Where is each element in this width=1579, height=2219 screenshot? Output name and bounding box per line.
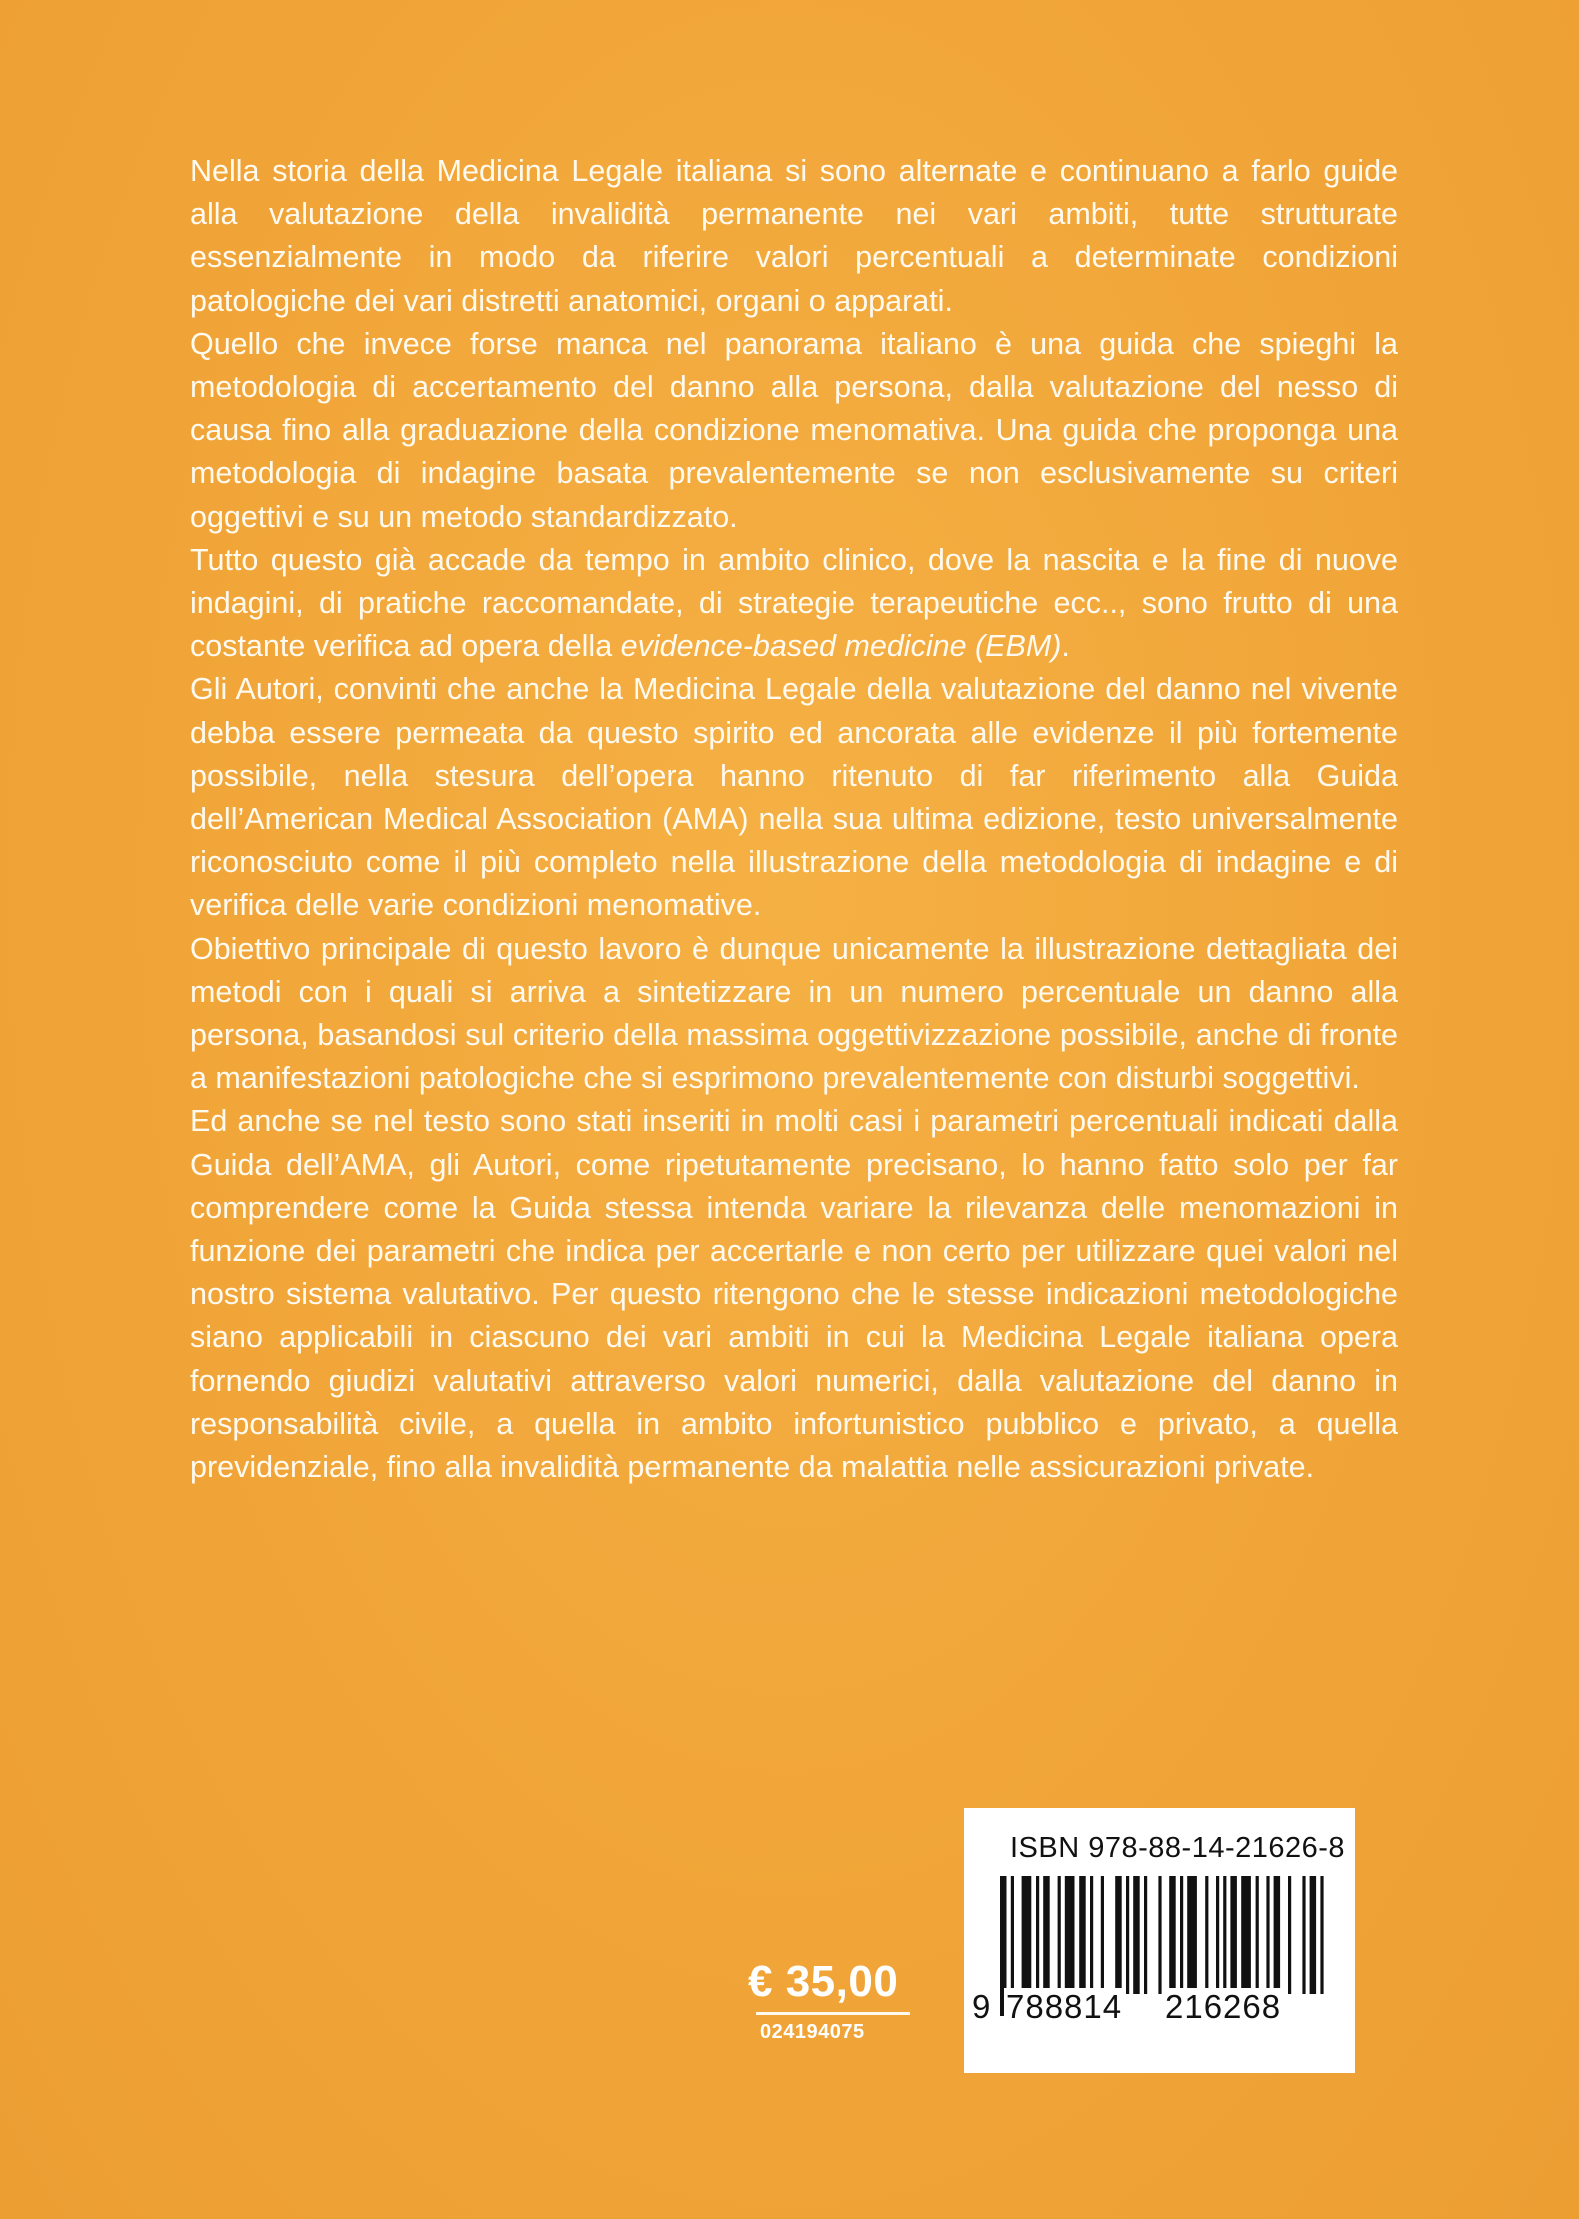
- blurb-paragraph-1: Nella storia della Medicina Legale italiana si sono alternate e continuano a farlo guide alla valutazione della invalidità permanente nei vari ambiti, tutte strutturate essenzialmente in modo da riferire valori percentuali a determinate condizioni patologiche dei vari distretti anatomici, organi o apparati.: [190, 154, 1398, 318]
- barcode-digits-right: 216268: [1165, 1988, 1282, 2025]
- isbn-label: ISBN 978-88-14-21626-8: [1010, 1832, 1346, 1864]
- barcode-bar: [1216, 1876, 1219, 1994]
- blurb-paragraph-3: [190, 539, 1398, 669]
- barcode-bar: [1187, 1876, 1197, 1994]
- blurb-paragraph-2: Quello che invece forse manca nel panorama italiano è una guida che spieghi la metodologia di accertamento del danno alla persona, dalla valutazione del nesso di causa fino alla graduazione della condizione menomativa. Una guida che proponga una metodologia di indagine basata prevalentemente se non esclusivamente su criteri oggettivi e su un metodo standardizzato.: [190, 326, 1398, 534]
- barcode-bar: [1266, 1876, 1269, 1994]
- barcode-bar: [1043, 1876, 1050, 1994]
- ebm-text-before: Tutto questo già accade da tempo in ambito clinico, dove la nascita e la fine di nuove indagini, di pratiche raccomandate, di strategie terapeutiche ecc.., sono frutto di una costante verifica ad opera della: [190, 542, 1398, 664]
- barcode-bar: [1302, 1876, 1305, 1994]
- product-code: 024194075: [760, 2021, 865, 2043]
- barcode-bar: [1126, 1876, 1129, 1994]
- blurb-paragraph-5: Obiettivo principale di questo lavoro è dunque unicamente la illustrazione dettagliata dei metodi con i quali si arriva a sintetizzare in un numero percentuale un danno alla persona, basandosi sul criterio della massima oggettivizzazione possibile, anche di fronte a manifestazioni patologiche che si esprimono prevalentemente con disturbi soggettivi.: [190, 931, 1398, 1096]
- barcode-bar: [1065, 1876, 1075, 1994]
- barcode-box: [964, 1808, 1355, 2073]
- barcode-bar: [1079, 1876, 1086, 1994]
- blurb-paragraph-4: Gli Autori, convinti che anche la Medicina Legale della valutazione del danno nel vivente debba essere permeata da questo spirito ed ancorata alle evidenze il più fortemente possibile, nella stesura dell’opera hanno ritenuto di far riferimento alla Guida dell’American Medical Association (AMA) nella sua ultima edizione, testo universalmente riconosciuto come il più completo nella illustrazione della metodologia di indagine e di verifica delle varie condizioni menomative.: [190, 672, 1398, 923]
- barcode-bar: [1158, 1876, 1161, 1994]
- barcode-digits-left: 788814: [1006, 1988, 1123, 2025]
- barcode-bar: [1288, 1876, 1291, 1994]
- ebm-term: evidence-based medicine (EBM): [620, 629, 1062, 664]
- ebm-text-after: .: [1061, 629, 1070, 664]
- barcode-bar: [1058, 1876, 1061, 1994]
- barcode-bar: [1169, 1876, 1176, 1994]
- barcode-bar: [1320, 1876, 1323, 1994]
- barcode-bar: [1205, 1876, 1208, 1994]
- barcode-bar: [1036, 1876, 1039, 1994]
- barcode-bar: [1101, 1876, 1104, 1994]
- barcode-bar: [1133, 1876, 1140, 1994]
- price-label: € 35,00: [748, 1957, 899, 2006]
- barcode-bar: [1310, 1876, 1317, 1994]
- barcode-bar: [1144, 1876, 1147, 1994]
- barcode-bar: [1230, 1876, 1237, 1994]
- barcode-bar: [1223, 1876, 1226, 1994]
- barcode-bar: [1090, 1876, 1093, 1994]
- barcode-bar: [1115, 1876, 1122, 1994]
- blurb-paragraph-6: Ed anche se nel testo sono stati inseriti in molti casi i parametri percentuali indicati dalla Guida dell’AMA, gli Autori, come ripetutamente precisano, lo hanno fatto solo per far comprendere come la Guida stessa intenda variare la rilevanza delle menomazioni in funzione dei parametri che indica per accertarle e non certo per utilizzare quei valori nel nostro sistema valutativo. Per questo ritengono che le stesse indicazioni metodologiche siano applicabili in ciascuno dei vari ambiti in cui la Medicina Legale italiana opera fornendo giudizi valutativi attraverso valori numerici, dalla valutazione del danno in responsabilità civile, a quella in ambito infortunistico pubblico e privato, a quella previdenziale, fino alla invalidità permanente da malattia nelle assicurazioni private.: [190, 1104, 1398, 1485]
- barcode-digit-first: 9: [972, 1988, 992, 2025]
- price-divider: [756, 2012, 910, 2015]
- barcode-bar: [1180, 1876, 1183, 1994]
- barcode-bar: [1022, 1876, 1032, 1994]
- blurb-text: [190, 150, 1398, 1489]
- barcode-bar: [1274, 1876, 1281, 1994]
